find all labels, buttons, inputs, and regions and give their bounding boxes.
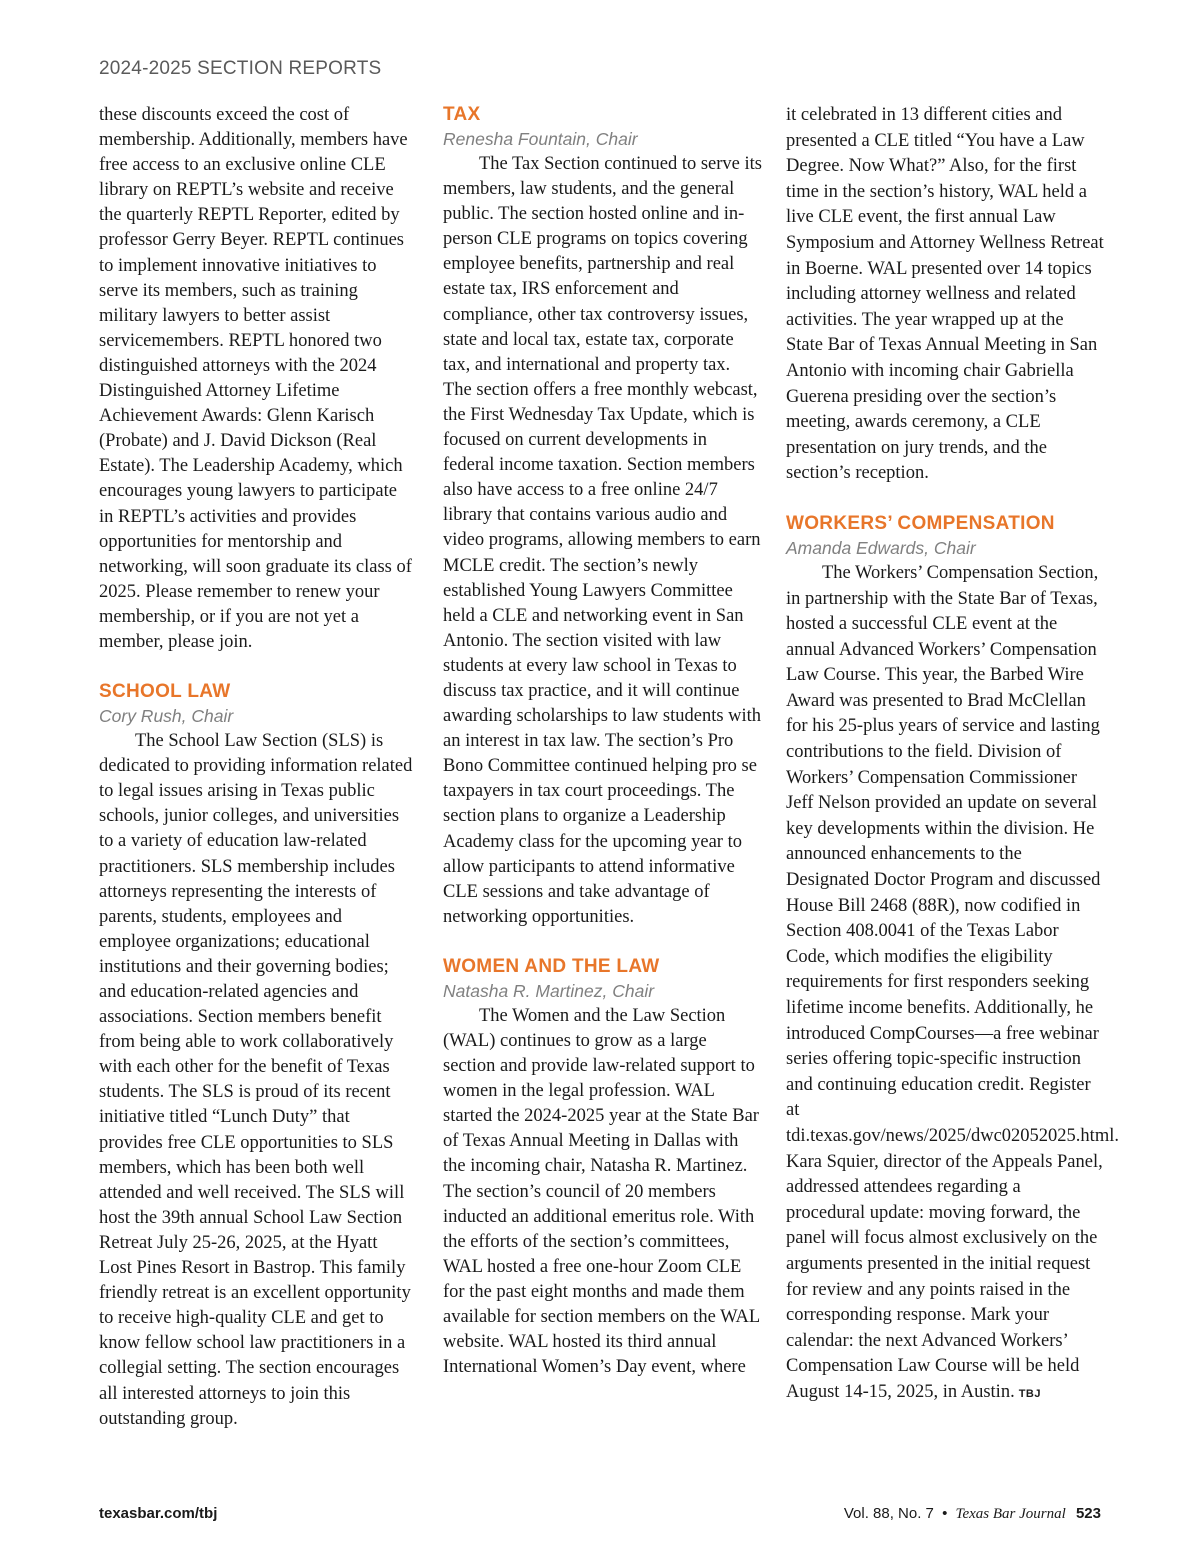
- section-body-tax: The Tax Section continued to serve its members, law students, and the general public. The section hosted online and in-person CLE programs on topics covering employee benefits, partnership and real estate tax, IRS enforcement and compliance, other tax controversy issues, state and local tax, estate tax, corporate tax, and international and property tax. The section offers a free monthly webcast, the First Wednesday Tax Update, which is focused on current developments in federal income taxation. Section members also have access to a free online 24/7 library that contains various audio and video programs, allowing members to earn MCLE credit. The section’s newly established Young Lawyers Committee held a CLE and networking event in San Antonio. The section visited with law students at every law school in Texas to discuss tax practice, and it will continue awarding scholarships to law students with an interest in tax law. The section’s Pro Bono Committee continued helping pro se taxpayers in tax court proceedings. The section plans to organize a Leadership Academy class for the upcoming year to allow participants to attend informative CLE sessions and take advantage of networking opportunities.: [443, 154, 762, 927]
- footer-website: texasbar.com/tbj: [99, 1505, 218, 1522]
- section-chair-workers-compensation: Amanda Edwards, Chair: [786, 537, 976, 558]
- end-mark: TBJ: [1018, 1387, 1041, 1400]
- column-2: [443, 103, 763, 1380]
- reptl-continuation-paragraph: these discounts exceed the cost of membership. Additionally, members have free access to an exclusive online CLE library on REPTL’s website and receive the quarterly REPTL Reporter, edited by professor Gerry Beyer. REPTL continues to implement innovative initiatives to serve its members, such as training military lawyers to better assist servicemembers. REPTL honored two distinguished attorneys with the 2024 Distinguished Attorney Lifetime Achievement Awards: Glenn Karisch (Probate) and J. David Dickson (Real Estate). The Leadership Academy, which encourages young lawyers to participate in REPTL’s activities and provides opportunities for mentorship and networking, will soon graduate its class of 2025. Please remember to renew your membership, or if you are not yet a member, please join.: [99, 105, 412, 652]
- footer-volume: Vol. 88, No. 7: [843, 1505, 934, 1522]
- running-header: 2024-2025 SECTION REPORTS: [99, 58, 382, 79]
- footer-issue-info: [844, 1505, 1101, 1523]
- section-body-workers-compensation: [786, 561, 1119, 1408]
- section-body-school-law: The School Law Section (SLS) is dedicated to providing information related to legal issues arising in Texas public schools, junior colleges, and universities to a variety of education law-related practitioners. SLS membership includes attorneys representing the interests of parents, students, employees and employee organizations; educational institutions and their governing bodies; and education-related agencies and associations. Section members benefit from being able to work collaboratively with each other for the benefit of Texas students. The SLS is proud of its recent initiative titled “Lunch Duty” that provides free CLE opportunities to SLS members, which has been both well attended and well received. The SLS will host the 39th annual School Law Section Retreat July 25-26, 2025, at the Hyatt Lost Pines Resort in Bastrop. This family friendly retreat is an excellent opportunity to receive high-quality CLE and get to know fellow school law practitioners in a collegial setting. The section encourages all interested attorneys to join this outstanding group.: [99, 731, 413, 1429]
- wal-continuation-paragraph: it celebrated in 13 different cities and presented a CLE titled “You have a Law Degree. Now What?” Also, for the first time in the section’s history, WAL held a live CLE event, the first annual Law Symposium and Attorney Wellness Retreat in Boerne. WAL presented over 14 topics including attorney wellness and related activities. The year wrapped up at the State Bar of Texas Annual Meeting in San Antonio with incoming chair Gabriella Guerena presiding over the section’s meeting, awards ceremony, a CLE presentation on jury trends, and the section’s reception.: [786, 105, 1104, 484]
- section-body-women-and-the-law: The Women and the Law Section (WAL) continues to grow as a large section and provide law-related support to women in the legal profession. WAL started the 2024-2025 year at the State Bar of Texas Annual Meeting in Dallas with the incoming chair, Natasha R. Martinez. The section’s council of 20 members inducted an additional emeritus role. With the efforts of the section’s committees, WAL hosted a free one-hour Zoom CLE for the past eight months and made them available for section members on the WAL website. WAL hosted its third annual International Women’s Day event, where: [443, 1005, 760, 1378]
- section-chair-tax: Renesha Fountain, Chair: [443, 129, 638, 149]
- section-heading-school-law: SCHOOL LAW: [99, 681, 231, 703]
- section-chair-women-and-the-law: Natasha R. Martinez, Chair: [443, 980, 655, 1001]
- column-1: [99, 103, 413, 1432]
- section-heading-women-and-the-law: WOMEN AND THE LAW: [443, 955, 660, 977]
- section-heading-workers-compensation: WORKERS’ COMPENSATION: [786, 512, 1055, 534]
- section-heading-tax: TAX: [443, 104, 481, 125]
- workers-comp-body-text: The Workers’ Compensation Section, in partnership with the State Bar of Texas, hosted a successful CLE event at the annual Advanced Workers’ Compensation Law Course. This year, the Barbed Wire Award was presented to Brad McClellan for his 25-plus years of service and lasting contributions to the field. Division of Workers’ Compensation Commissioner Jeff Nelson provided an update on several key developments within the division. He announced enhancements to the Designated Doctor Program and discussed House Bill 2468 (88R), now codified in Section 408.0041 of the Texas Labor Code, which modifies the eligibility requirements for first responders seeking lifetime income benefits. Additionally, he introduced CompCourses—a free webinar series offering topic-specific instruction and continuing education credit. Register at tdi.texas.gov/news/2025/dwc02052025.html. Kara Squier, director of the Appeals Panel, addressed attendees regarding a procedural update: moving forward, the panel will focus almost exclusively on the arguments presented in the initial request for review and any points raised in the corresponding response. Mark your calendar: the next Advanced Workers’ Compensation Law Course will be held August 14-15, 2025, in Austin.: [786, 562, 1119, 1402]
- footer-journal-title: Texas Bar Journal: [955, 1506, 1066, 1522]
- page-number: 523: [1075, 1505, 1101, 1522]
- column-3: [786, 103, 1119, 1408]
- section-chair-school-law: Cory Rush, Chair: [99, 706, 234, 727]
- footer-bullet: •: [942, 1505, 948, 1522]
